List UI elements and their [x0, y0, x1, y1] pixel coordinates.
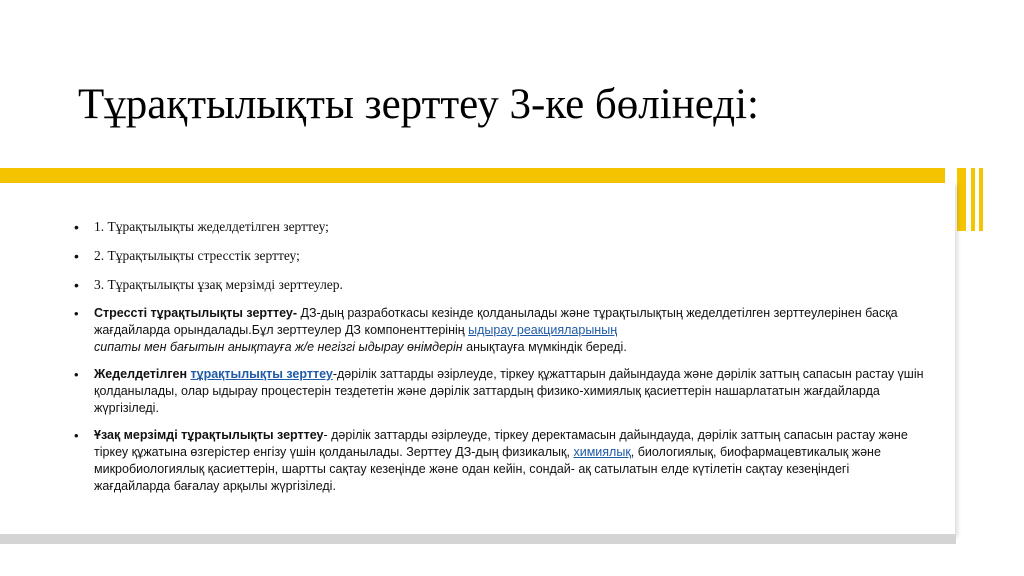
- bullet-list: [74, 218, 924, 505]
- bullet-icon: •: [74, 367, 79, 382]
- bullet-text: 1. Тұрақтылықты жеделдетілген зерттеу;: [94, 219, 329, 234]
- term-bold: Ұзақ мерзімді тұрақтылықты зерттеу: [94, 428, 324, 442]
- bullet-item-3: [74, 276, 924, 294]
- bullet-text: -дәрілік заттарды әзірлеуде, тіркеу құжаттарын дайындауда және дәрілік заттың сапасын растау үшін қолданылады, олар ыдырау процестерін тездететін және дәрілік заттардың физико-химиялық қасиеттерін нашарлататын жағдайларда жүргізіледі.: [94, 367, 924, 415]
- bullet-item-accelerated-study: [74, 366, 924, 417]
- bullet-text: 3. Тұрақтылықты ұзақ мерзімді зерттеулер.: [94, 277, 343, 292]
- term-bold: Жеделдетілген: [94, 367, 191, 381]
- bullet-icon: •: [74, 277, 79, 293]
- bullet-text: - дәрілік заттарды әзірлеуде, тіркеу деректамасын дайындауда, дәрілік заттың сапасын растау және тіркеу құжатына өзгерістер енгізу үшін қолданылады. Зерттеу ДЗ-дың физикалық,: [94, 428, 908, 459]
- bullet-text: ДЗ-дың разработкасы кезінде қолданылады және тұрақтылықтың жеделдетілген зерттеулерінен басқа жағдайларда орындалады.Бұл зерттеулер ДЗ компоненттерінің: [94, 306, 898, 337]
- bullet-text: , биологиялық, биофармацевтикалық және микробиологиялық қасиеттерін, шартты сақтау кезеңінде және одан кейін, сондай- ақ сатылатын елде күтілетін сақтау кезеңіндегі жағдайларда бағалау арқылы жүргізіледі.: [94, 445, 881, 493]
- accent-bar-vertical-1: [957, 168, 966, 231]
- bullet-text-italic: сипаты мен бағытын анықтауға ж/е негізгі ыдырау өнімдерін: [94, 340, 463, 354]
- link-chemical[interactable]: химиялық: [573, 445, 631, 459]
- bullet-item-long-term-study: [74, 427, 924, 495]
- link-stability-study[interactable]: тұрақтылықты зерттеу: [190, 367, 333, 381]
- slide-title: Тұрақтылықты зерттеу 3-ке бөлінеді:: [78, 81, 760, 128]
- bullet-item-1: [74, 218, 924, 236]
- link-decomposition-reactions[interactable]: ыдырау реакцияларының: [468, 323, 618, 337]
- accent-bar-horizontal: [0, 168, 945, 183]
- footer-bar: [0, 534, 956, 544]
- bullet-icon: •: [74, 248, 79, 264]
- bullet-item-2: [74, 247, 924, 265]
- accent-bar-vertical-3: [979, 168, 983, 231]
- bullet-text: анықтауға мүмкіндік береді.: [462, 340, 627, 354]
- bullet-icon: •: [74, 306, 79, 321]
- bullet-icon: •: [74, 219, 79, 235]
- term-bold: Стрессті тұрақтылықты зерттеу-: [94, 306, 298, 320]
- bullet-text: 2. Тұрақтылықты стресстік зерттеу;: [94, 248, 300, 263]
- bullet-icon: •: [74, 428, 79, 443]
- bullet-item-stress-study: [74, 305, 924, 356]
- accent-bar-vertical-2: [971, 168, 975, 231]
